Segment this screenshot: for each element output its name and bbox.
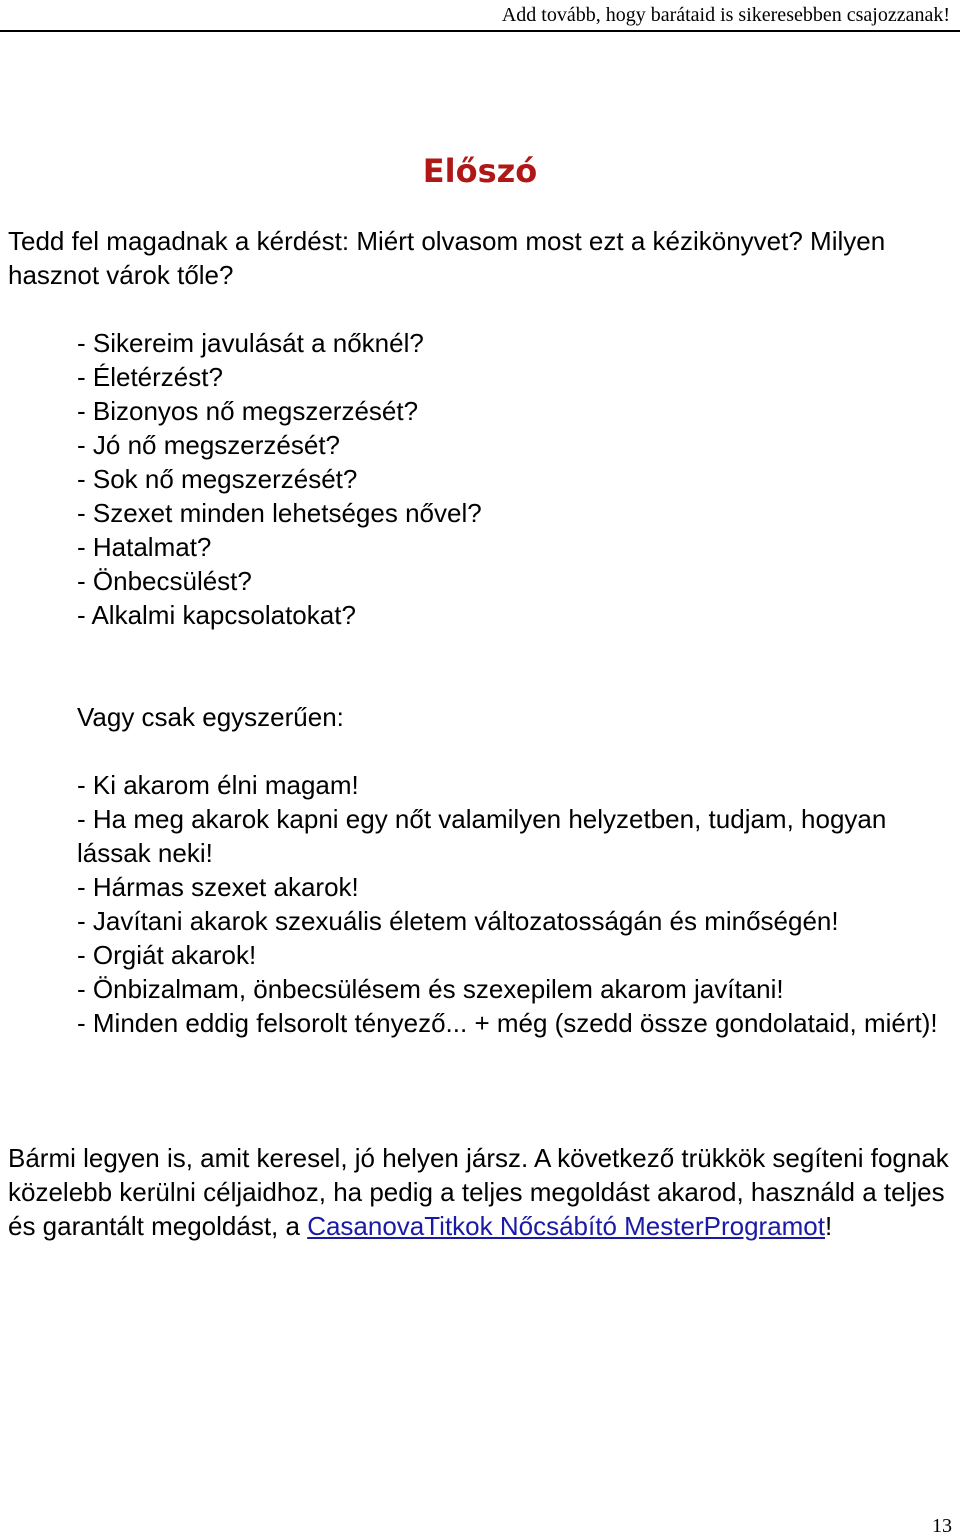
closing-text: Bármi legyen is, amit keresel, jó helyen jársz. A következő trükkök segíteni fognak közelebb kerülni céljaidhoz, ha pedig a teljes megoldást akarod, használd a teljes és garantált megoldást, a (8, 1143, 949, 1241)
list-item: - Szexet minden lehetséges nővel? (77, 498, 482, 528)
list-item: - Ha meg akarok kapni egy nőt valamilyen helyzetben, tudjam, hogyan lássak neki! (77, 804, 887, 868)
list-item: - Javítani akarok szexuális életem változatosságán és minőségén! (77, 906, 839, 936)
list-item: - Minden eddig felsorolt tényező... + még (szedd össze gondolataid, miért)! (77, 1008, 938, 1038)
master-program-link[interactable]: CasanovaTitkok Nőcsábító MesterProgramot (307, 1211, 825, 1241)
list-item: - Sikereim javulását a nőknél? (77, 328, 424, 358)
list-item: - Hatalmat? (77, 532, 212, 562)
wish-list (77, 768, 952, 1040)
simply-paragraph: Vagy csak egyszerűen: (77, 702, 344, 732)
closing-paragraph (8, 1141, 953, 1243)
list-item: - Alkalmi kapcsolatokat? (77, 600, 356, 630)
list-item: - Életérzést? (77, 362, 223, 392)
page-title: Előszó (422, 152, 538, 191)
list-item: - Önbizalmam, önbecsülésem és szexepilem akarom javítani! (77, 974, 784, 1004)
header-text: Add tovább, hogy barátaid is sikeresebben csajozzanak! (501, 4, 950, 26)
list-item: - Jó nő megszerzését? (77, 430, 341, 460)
header-divider (0, 30, 960, 32)
question-list (77, 326, 947, 632)
list-item: - Bizonyos nő megszerzését? (77, 396, 419, 426)
page-header (0, 0, 960, 30)
list-item: - Orgiát akarok! (77, 940, 257, 970)
intro-paragraph: Tedd fel magadnak a kérdést: Miért olvasom most ezt a kézikönyvet? Milyen hasznot várok tőle? (8, 226, 886, 290)
list-item: - Ki akarom élni magam! (77, 770, 359, 800)
page-number: 13 (932, 1515, 952, 1537)
list-item: - Önbecsülést? (77, 566, 252, 596)
list-item: - Sok nő megszerzését? (77, 464, 358, 494)
closing-punctuation: ! (825, 1211, 833, 1241)
list-item: - Hármas szexet akarok! (77, 872, 359, 902)
